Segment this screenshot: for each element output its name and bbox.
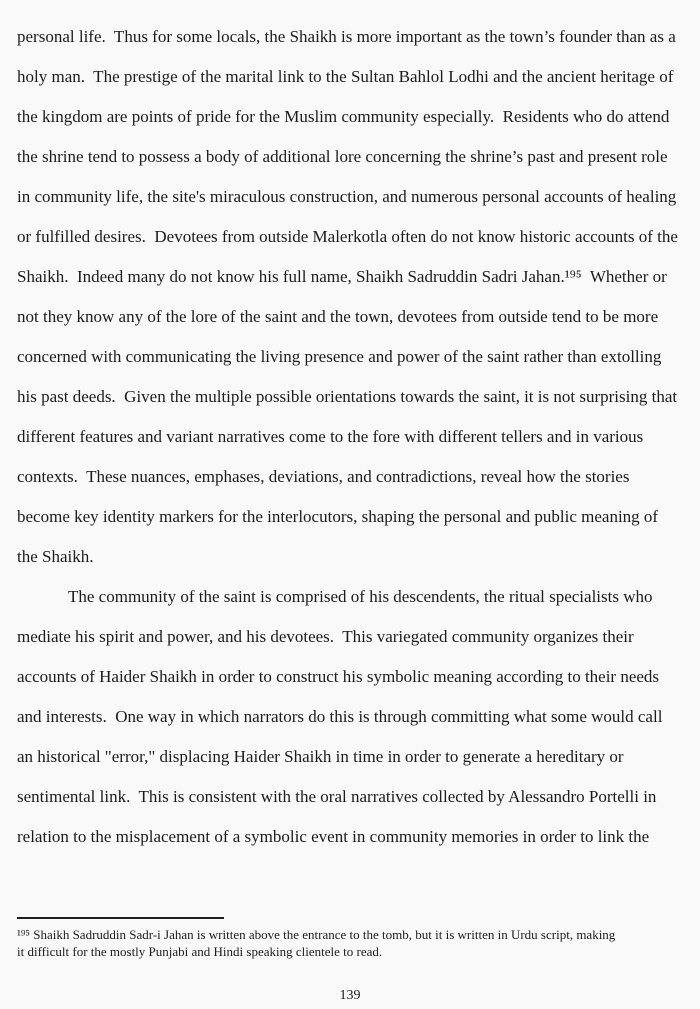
text-line: the Shaikh.	[17, 547, 94, 566]
text-line: concerned with communicating the living presence and power of the saint rather than extolling	[17, 347, 662, 366]
paragraph-first-line: The community of the saint is comprised of his descendents, the ritual specialists who	[68, 587, 653, 606]
text-line: the kingdom are points of pride for the Muslim community especially. Residents who do attend	[17, 107, 670, 126]
text-line: not they know any of the lore of the saint and the town, devotees from outside tend to be more	[17, 307, 659, 326]
text-line: in community life, the site's miraculous construction, and numerous personal accounts of healing	[17, 187, 677, 206]
text-line: and interests. One way in which narrators do this is through committing what some would call	[17, 707, 663, 726]
text-line-with-footnote-ref: Shaikh. Indeed many do not know his full name, Shaikh Sadruddin Sadri Jahan.¹⁹⁵ Whether or	[17, 267, 667, 286]
footnote-line: it difficult for the mostly Punjabi and Hindi speaking clientele to read.	[17, 944, 383, 959]
text-line: different features and variant narratives come to the fore with different tellers and in various	[17, 427, 644, 446]
text-line: accounts of Haider Shaikh in order to construct his symbolic meaning according to their needs	[17, 667, 660, 686]
footnote-line: ¹⁹⁵ Shaikh Sadruddin Sadr-i Jahan is written above the entrance to the tomb, but it is written in Urdu script, making	[17, 927, 616, 942]
text-line: mediate his spirit and power, and his devotees. This variegated community organizes their	[17, 627, 634, 646]
footnote-separator-rule	[17, 917, 224, 919]
text-line: relation to the misplacement of a symbolic event in community memories in order to link the	[17, 827, 650, 846]
footnote	[17, 917, 700, 960]
text-line: contexts. These nuances, emphases, deviations, and contradictions, reveal how the stories	[17, 467, 630, 486]
text-line: sentimental link. This is consistent with the oral narratives collected by Alessandro Portelli in	[17, 787, 657, 806]
text-line: personal life. Thus for some locals, the Shaikh is more important as the town’s founder than as a	[17, 27, 676, 46]
text-line: or fulfilled desires. Devotees from outside Malerkotla often do not know historic accounts of the	[17, 227, 678, 246]
text-line: become key identity markers for the interlocutors, shaping the personal and public meaning of	[17, 507, 659, 526]
text-line: the shrine tend to possess a body of additional lore concerning the shrine’s past and present role	[17, 147, 668, 166]
text-line: holy man. The prestige of the marital link to the Sultan Bahlol Lodhi and the ancient heritage of	[17, 67, 674, 86]
text-line: his past deeds. Given the multiple possible orientations towards the saint, it is not surprising that	[17, 387, 678, 406]
text-line: an historical "error," displacing Haider Shaikh in time in order to generate a hereditary or	[17, 747, 624, 766]
page-number: 139	[339, 988, 361, 1003]
